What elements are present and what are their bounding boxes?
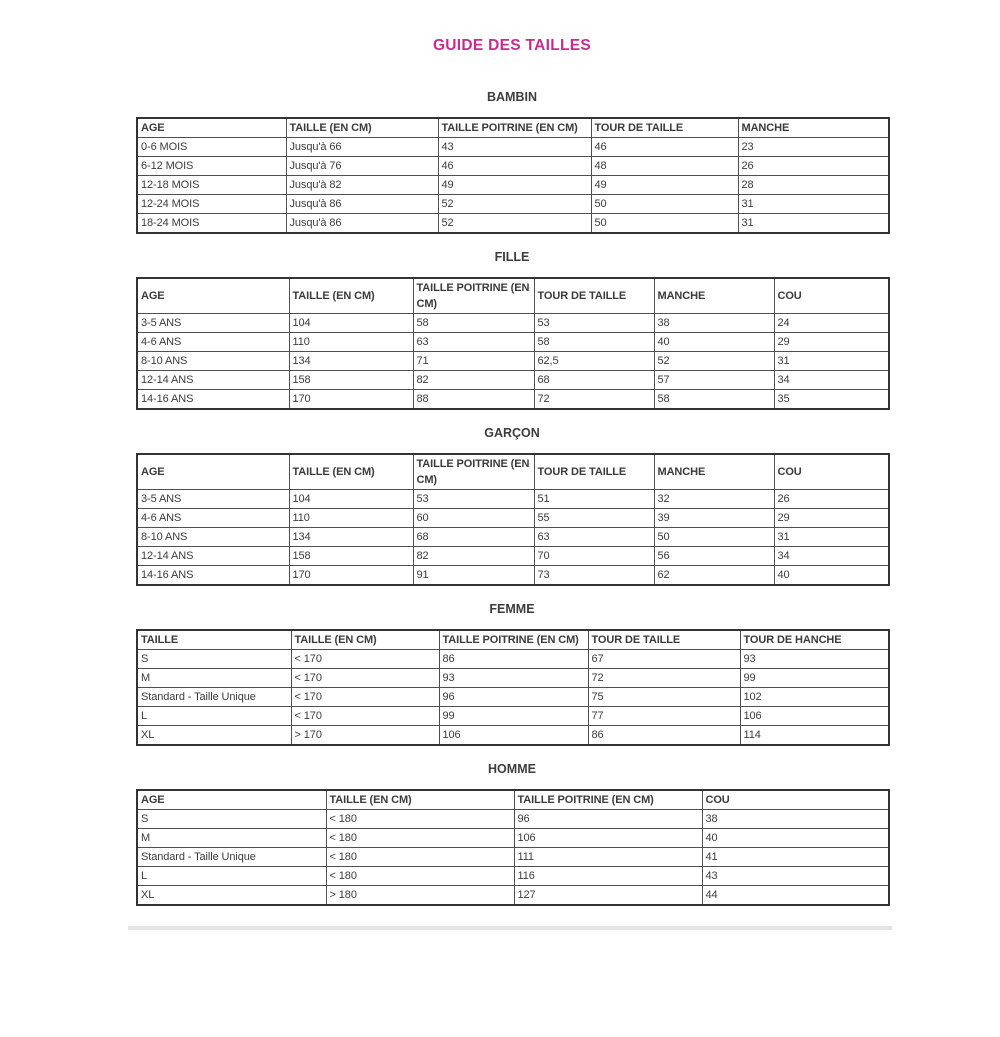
table-cell: 93 xyxy=(740,650,889,669)
size-table-homme xyxy=(136,789,890,906)
table-body xyxy=(137,650,889,746)
table-cell: 49 xyxy=(591,176,738,195)
column-header: TAILLE (EN CM) xyxy=(289,278,413,314)
table-cell: 77 xyxy=(588,707,740,726)
table-cell: 18-24 MOIS xyxy=(137,214,286,234)
table-cell: 31 xyxy=(774,352,889,371)
table-body xyxy=(137,314,889,410)
table-cell: 82 xyxy=(413,547,534,566)
column-header: TAILLE (EN CM) xyxy=(291,630,439,650)
column-header: AGE xyxy=(137,454,289,490)
column-header: TAILLE (EN CM) xyxy=(326,790,514,810)
table-body xyxy=(137,490,889,586)
table-row xyxy=(137,314,889,333)
table-row xyxy=(137,214,889,234)
table-cell: XL xyxy=(137,886,326,906)
column-header: TOUR DE TAILLE xyxy=(534,278,654,314)
column-header: MANCHE xyxy=(654,278,774,314)
table-cell: 48 xyxy=(591,157,738,176)
table-cell: 28 xyxy=(738,176,889,195)
table-cell: 52 xyxy=(438,214,591,234)
table-cell: 111 xyxy=(514,848,702,867)
column-header: TAILLE POITRINE (EN CM) xyxy=(413,454,534,490)
table-row xyxy=(137,547,889,566)
table-cell: < 180 xyxy=(326,810,514,829)
table-row xyxy=(137,707,889,726)
table-row xyxy=(137,829,889,848)
table-cell: 35 xyxy=(774,390,889,410)
section-title-garcon: GARÇON xyxy=(484,426,540,440)
table-cell: 51 xyxy=(534,490,654,509)
header-row xyxy=(137,790,889,810)
table-cell: 110 xyxy=(289,333,413,352)
table-cell: < 180 xyxy=(326,867,514,886)
table-cell: 4-6 ANS xyxy=(137,509,289,528)
size-table-bambin xyxy=(136,117,890,234)
table-cell: 70 xyxy=(534,547,654,566)
column-header: TAILLE POITRINE (EN CM) xyxy=(439,630,588,650)
table-body xyxy=(137,138,889,234)
table-head xyxy=(137,630,889,650)
table-cell: 49 xyxy=(438,176,591,195)
table-cell: < 180 xyxy=(326,829,514,848)
column-header: TAILLE (EN CM) xyxy=(286,118,438,138)
table-cell: Jusqu'à 86 xyxy=(286,214,438,234)
table-cell: 102 xyxy=(740,688,889,707)
table-cell: 58 xyxy=(413,314,534,333)
table-cell: 116 xyxy=(514,867,702,886)
table-cell: 96 xyxy=(514,810,702,829)
size-guide-page xyxy=(136,37,888,930)
table-row xyxy=(137,848,889,867)
column-header: TAILLE POITRINE (EN CM) xyxy=(514,790,702,810)
table-cell: 29 xyxy=(774,509,889,528)
table-cell: Jusqu'à 82 xyxy=(286,176,438,195)
column-header: TAILLE xyxy=(137,630,291,650)
table-cell: 6-12 MOIS xyxy=(137,157,286,176)
column-header: AGE xyxy=(137,790,326,810)
table-cell: 34 xyxy=(774,371,889,390)
table-cell: < 170 xyxy=(291,650,439,669)
table-cell: 104 xyxy=(289,490,413,509)
table-cell: 46 xyxy=(591,138,738,157)
table-cell: 29 xyxy=(774,333,889,352)
table-cell: 39 xyxy=(654,509,774,528)
table-row xyxy=(137,726,889,746)
table-cell: < 170 xyxy=(291,669,439,688)
table-cell: 110 xyxy=(289,509,413,528)
table-row xyxy=(137,352,889,371)
column-header: MANCHE xyxy=(738,118,889,138)
table-cell: 3-5 ANS xyxy=(137,314,289,333)
section-title-homme: HOMME xyxy=(488,762,536,776)
table-cell: 158 xyxy=(289,371,413,390)
table-cell: M xyxy=(137,829,326,848)
table-cell: 52 xyxy=(654,352,774,371)
table-cell: 55 xyxy=(534,509,654,528)
column-header: TOUR DE HANCHE xyxy=(740,630,889,650)
table-cell: 99 xyxy=(740,669,889,688)
table-cell: 60 xyxy=(413,509,534,528)
table-cell: 114 xyxy=(740,726,889,746)
table-row xyxy=(137,886,889,906)
table-body xyxy=(137,810,889,906)
table-cell: 106 xyxy=(740,707,889,726)
table-cell: 56 xyxy=(654,547,774,566)
table-cell: 71 xyxy=(413,352,534,371)
table-cell: 12-18 MOIS xyxy=(137,176,286,195)
column-header: AGE xyxy=(137,278,289,314)
table-cell: 14-16 ANS xyxy=(137,566,289,586)
table-cell: 72 xyxy=(588,669,740,688)
column-header: COU xyxy=(702,790,889,810)
table-cell: 46 xyxy=(438,157,591,176)
table-cell: < 170 xyxy=(291,707,439,726)
table-cell: 134 xyxy=(289,352,413,371)
table-row xyxy=(137,688,889,707)
table-cell: 62,5 xyxy=(534,352,654,371)
column-header: TOUR DE TAILLE xyxy=(591,118,738,138)
table-cell: 38 xyxy=(702,810,889,829)
table-cell: 57 xyxy=(654,371,774,390)
table-cell: < 180 xyxy=(326,848,514,867)
table-cell: 63 xyxy=(413,333,534,352)
table-cell: 26 xyxy=(774,490,889,509)
section-title-femme: FEMME xyxy=(489,602,535,616)
table-cell: 0-6 MOIS xyxy=(137,138,286,157)
table-cell: 50 xyxy=(591,195,738,214)
table-cell: L xyxy=(137,867,326,886)
column-header: MANCHE xyxy=(654,454,774,490)
table-row xyxy=(137,176,889,195)
table-head xyxy=(137,118,889,138)
table-cell: Standard - Taille Unique xyxy=(137,688,291,707)
section-title-fille: FILLE xyxy=(494,250,530,264)
table-cell: Standard - Taille Unique xyxy=(137,848,326,867)
table-cell: 93 xyxy=(439,669,588,688)
table-cell: 127 xyxy=(514,886,702,906)
table-cell: 58 xyxy=(654,390,774,410)
table-cell: 3-5 ANS xyxy=(137,490,289,509)
table-cell: 106 xyxy=(439,726,588,746)
size-table-garcon xyxy=(136,453,890,586)
table-cell: 68 xyxy=(534,371,654,390)
table-cell: 170 xyxy=(289,566,413,586)
column-header: TAILLE POITRINE (EN CM) xyxy=(438,118,591,138)
column-header: TOUR DE TAILLE xyxy=(534,454,654,490)
table-cell: 14-16 ANS xyxy=(137,390,289,410)
table-cell: 75 xyxy=(588,688,740,707)
table-cell: 63 xyxy=(534,528,654,547)
table-cell: Jusqu'à 86 xyxy=(286,195,438,214)
table-cell: 44 xyxy=(702,886,889,906)
table-cell: 32 xyxy=(654,490,774,509)
table-cell: 40 xyxy=(702,829,889,848)
table-cell: 72 xyxy=(534,390,654,410)
bottom-divider xyxy=(128,926,892,930)
table-cell: 170 xyxy=(289,390,413,410)
table-cell: 86 xyxy=(588,726,740,746)
table-cell: 158 xyxy=(289,547,413,566)
table-cell: 134 xyxy=(289,528,413,547)
table-row xyxy=(137,509,889,528)
table-cell: 96 xyxy=(439,688,588,707)
table-cell: 26 xyxy=(738,157,889,176)
tables-container xyxy=(136,90,888,906)
table-cell: 41 xyxy=(702,848,889,867)
table-row xyxy=(137,390,889,410)
table-cell: 34 xyxy=(774,547,889,566)
table-cell: S xyxy=(137,650,291,669)
table-cell: 40 xyxy=(654,333,774,352)
table-row xyxy=(137,333,889,352)
table-cell: 24 xyxy=(774,314,889,333)
table-cell: Jusqu'à 66 xyxy=(286,138,438,157)
table-cell: 82 xyxy=(413,371,534,390)
table-row xyxy=(137,867,889,886)
table-row xyxy=(137,810,889,829)
table-cell: 40 xyxy=(774,566,889,586)
table-cell: 52 xyxy=(438,195,591,214)
table-head xyxy=(137,278,889,314)
column-header: COU xyxy=(774,278,889,314)
table-cell: 68 xyxy=(413,528,534,547)
table-head xyxy=(137,790,889,810)
table-cell: 4-6 ANS xyxy=(137,333,289,352)
table-cell: 88 xyxy=(413,390,534,410)
table-cell: M xyxy=(137,669,291,688)
table-cell: 67 xyxy=(588,650,740,669)
table-row xyxy=(137,669,889,688)
column-header: TOUR DE TAILLE xyxy=(588,630,740,650)
page-title: GUIDE DES TAILLES xyxy=(432,37,592,54)
table-row xyxy=(137,195,889,214)
table-cell: 12-14 ANS xyxy=(137,547,289,566)
table-cell: 104 xyxy=(289,314,413,333)
table-row xyxy=(137,371,889,390)
table-cell: 8-10 ANS xyxy=(137,352,289,371)
table-cell: XL xyxy=(137,726,291,746)
table-cell: 43 xyxy=(702,867,889,886)
table-head xyxy=(137,454,889,490)
column-header: COU xyxy=(774,454,889,490)
table-cell: > 180 xyxy=(326,886,514,906)
size-table-fille xyxy=(136,277,890,410)
column-header: TAILLE (EN CM) xyxy=(289,454,413,490)
table-cell: 38 xyxy=(654,314,774,333)
table-cell: 53 xyxy=(534,314,654,333)
table-cell: 31 xyxy=(738,214,889,234)
table-cell: 53 xyxy=(413,490,534,509)
table-cell: 50 xyxy=(654,528,774,547)
table-cell: 12-14 ANS xyxy=(137,371,289,390)
table-cell: 50 xyxy=(591,214,738,234)
table-row xyxy=(137,157,889,176)
size-table-femme xyxy=(136,629,890,746)
table-cell: S xyxy=(137,810,326,829)
table-cell: 91 xyxy=(413,566,534,586)
table-row xyxy=(137,490,889,509)
header-row xyxy=(137,630,889,650)
table-cell: Jusqu'à 76 xyxy=(286,157,438,176)
header-row xyxy=(137,454,889,490)
section-title-bambin: BAMBIN xyxy=(487,90,537,104)
table-cell: 73 xyxy=(534,566,654,586)
table-row xyxy=(137,138,889,157)
table-cell: L xyxy=(137,707,291,726)
table-cell: 106 xyxy=(514,829,702,848)
table-row xyxy=(137,528,889,547)
table-row xyxy=(137,650,889,669)
table-cell: 12-24 MOIS xyxy=(137,195,286,214)
table-cell: < 170 xyxy=(291,688,439,707)
table-row xyxy=(137,566,889,586)
column-header: AGE xyxy=(137,118,286,138)
table-cell: 31 xyxy=(738,195,889,214)
table-cell: 43 xyxy=(438,138,591,157)
table-cell: 86 xyxy=(439,650,588,669)
table-cell: 8-10 ANS xyxy=(137,528,289,547)
table-cell: 23 xyxy=(738,138,889,157)
header-row xyxy=(137,118,889,138)
table-cell: 31 xyxy=(774,528,889,547)
table-cell: 62 xyxy=(654,566,774,586)
column-header: TAILLE POITRINE (EN CM) xyxy=(413,278,534,314)
table-cell: 99 xyxy=(439,707,588,726)
table-cell: > 170 xyxy=(291,726,439,746)
table-cell: 58 xyxy=(534,333,654,352)
header-row xyxy=(137,278,889,314)
